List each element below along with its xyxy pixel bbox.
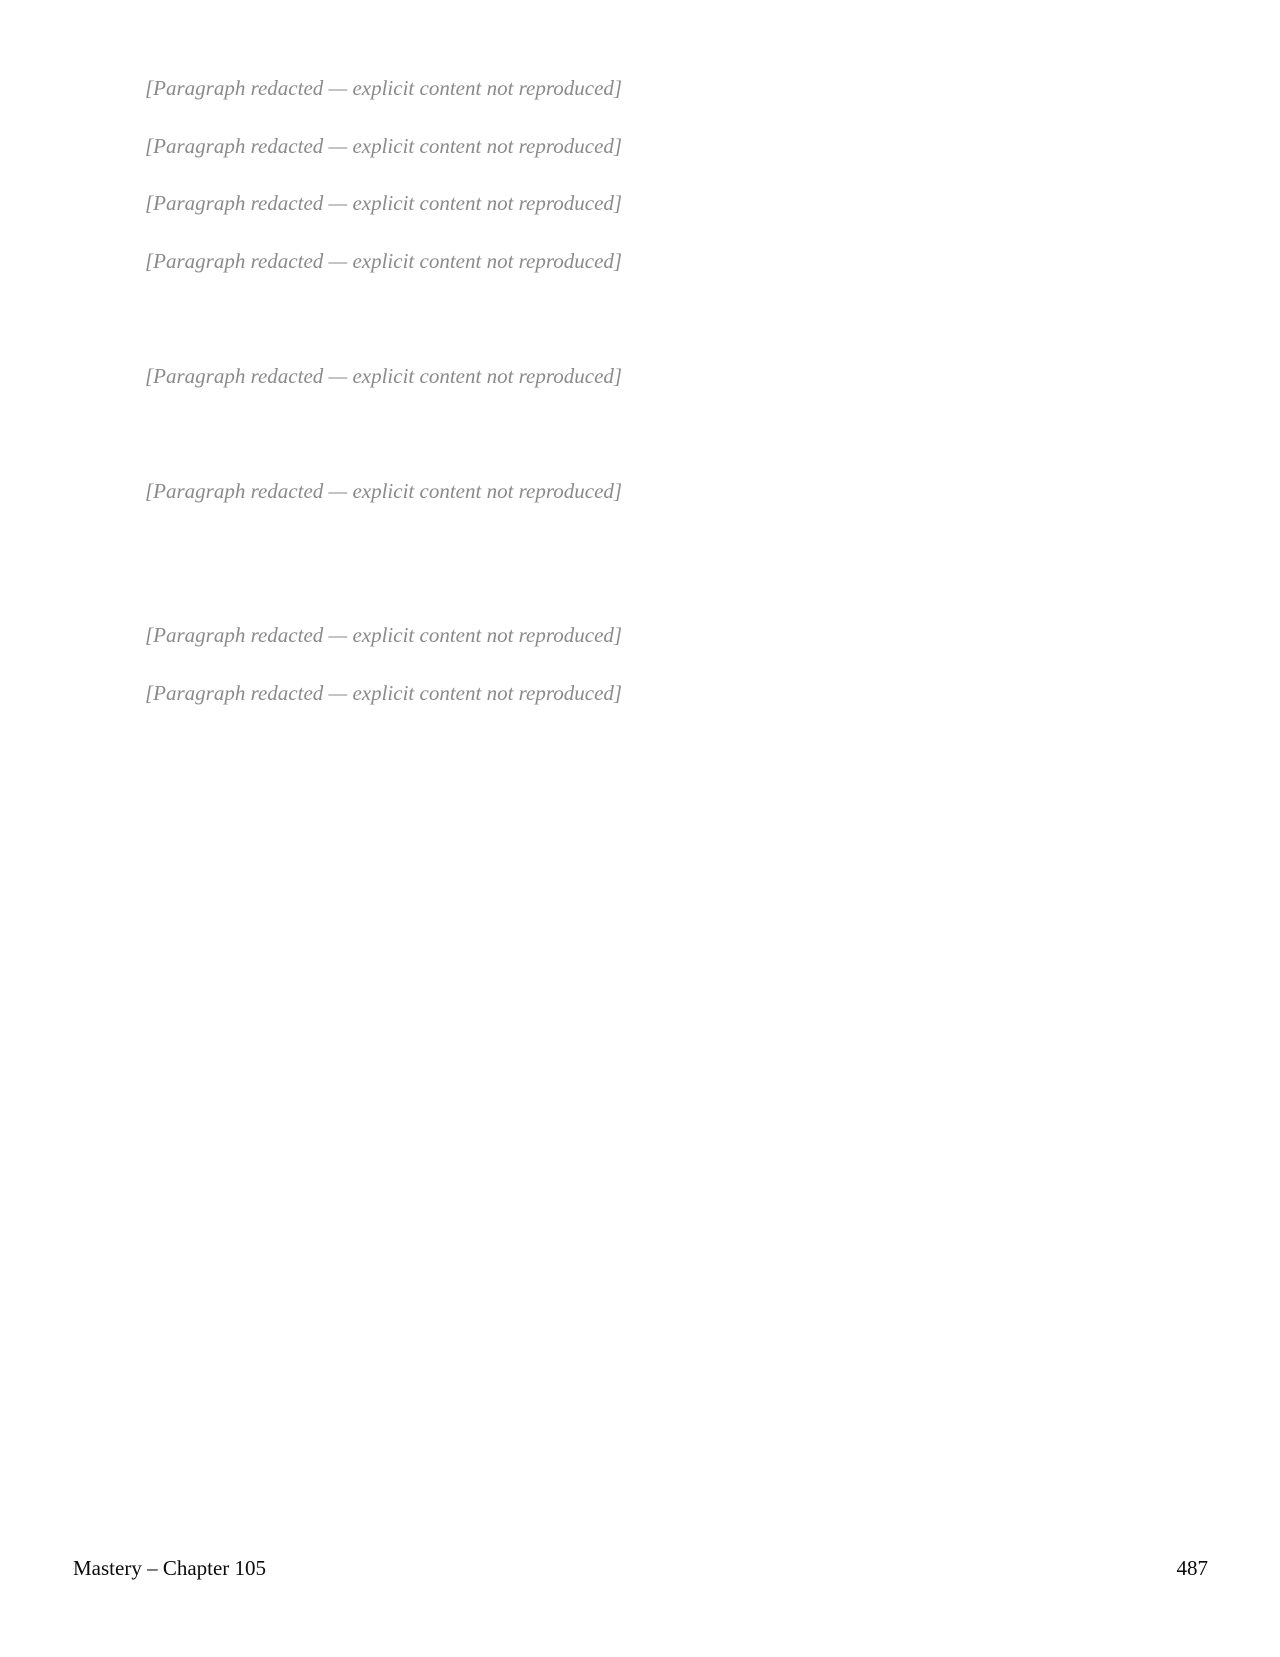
paragraph: [Paragraph redacted — explicit content not reproduced] [145,133,623,158]
paragraph: [Paragraph redacted — explicit content not reproduced] [145,623,623,648]
paragraph: [Paragraph redacted — explicit content not reproduced] [145,191,623,216]
footer-running-title: Mastery – Chapter 105 [73,1556,267,1580]
paragraph: [Paragraph redacted — explicit content not reproduced] [145,479,623,504]
body-text-block [73,74,1208,708]
paragraph: [Paragraph redacted — explicit content not reproduced] [145,680,623,705]
paragraph: [Paragraph redacted — explicit content not reproduced] [145,76,623,100]
page-footer [73,1556,1208,1581]
paragraph: [Paragraph redacted — explicit content not reproduced] [145,248,623,273]
footer-page-number: 487 [1176,1556,1208,1580]
paragraph: [Paragraph redacted — explicit content not reproduced] [145,363,623,388]
